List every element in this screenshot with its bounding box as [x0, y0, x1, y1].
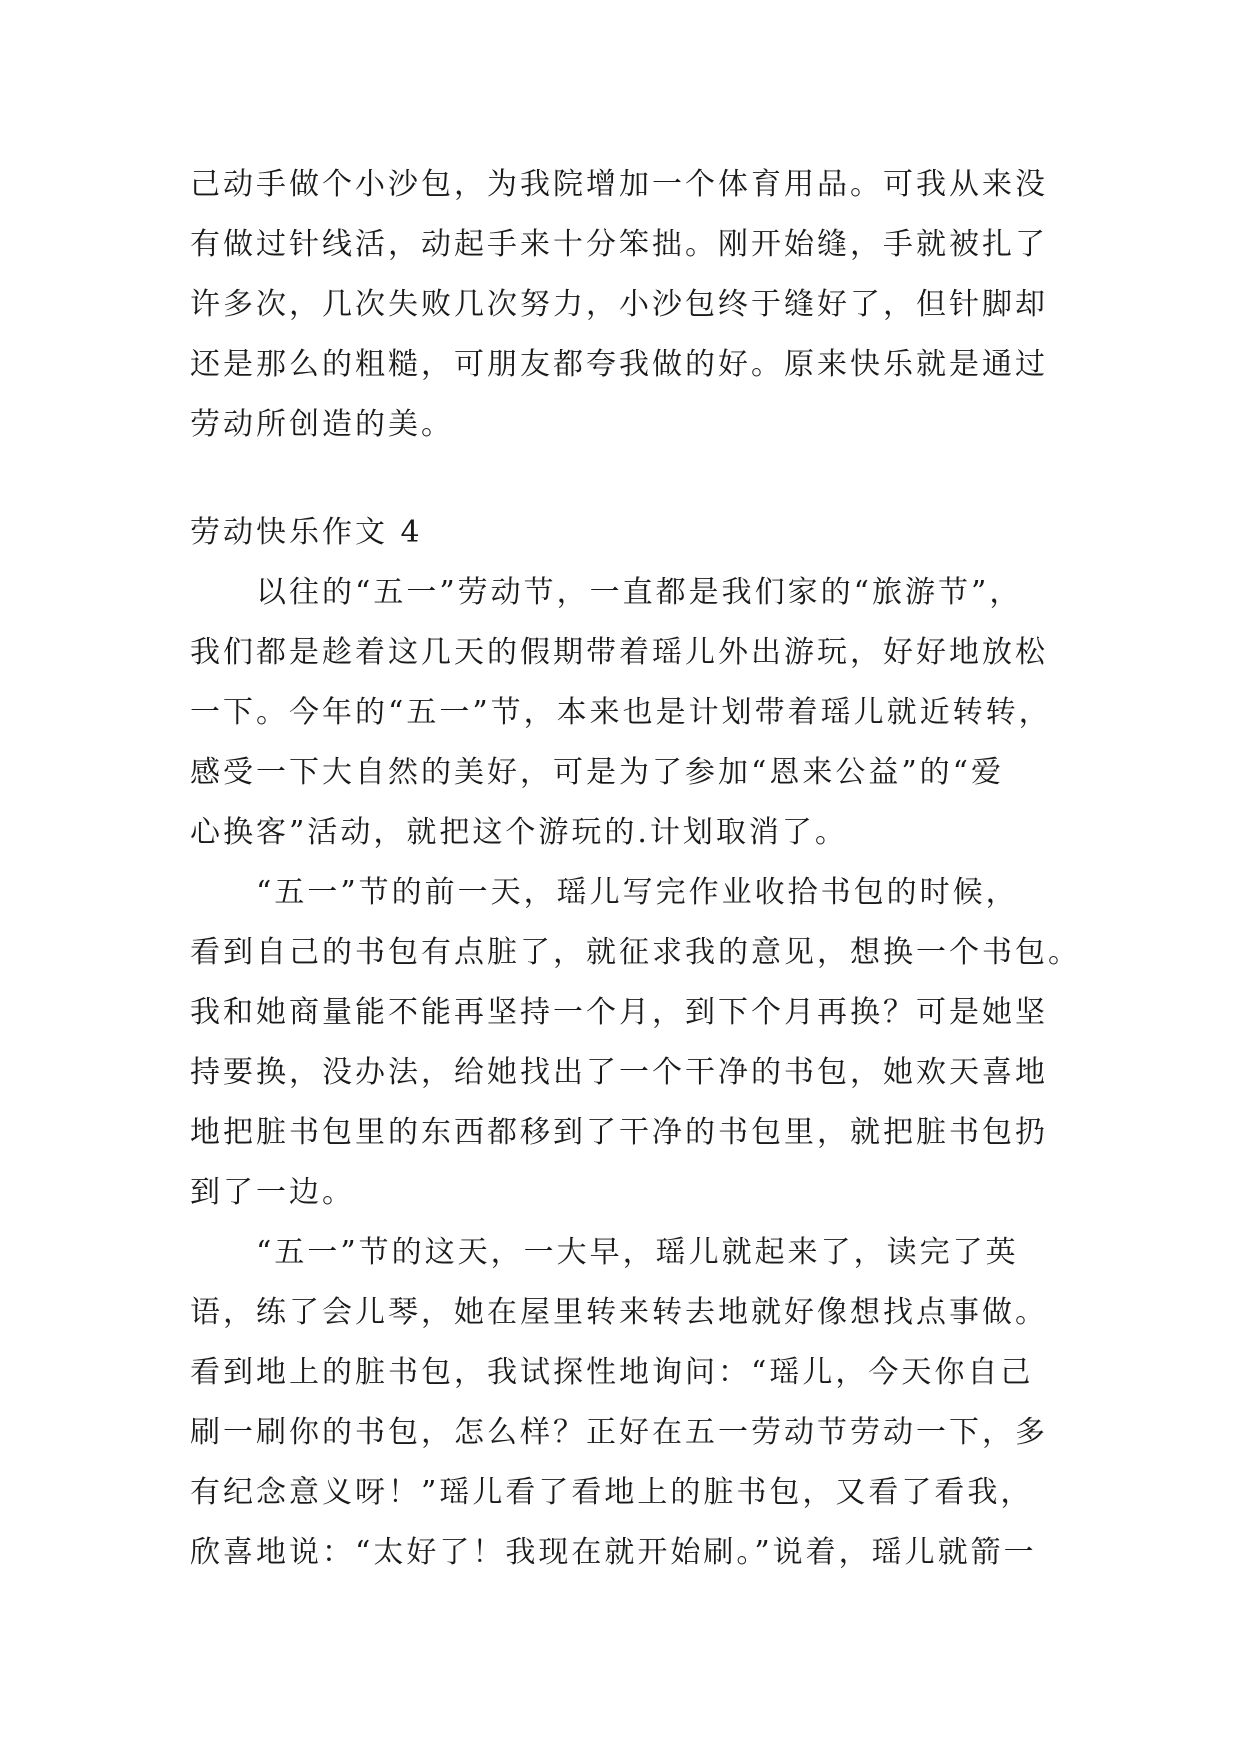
text-line: 到了一边。: [190, 1175, 355, 1210]
text-line: 看到自己的书包有点脏了，就征求我的意见，想换一个书包。: [190, 935, 1081, 970]
text-line: 还是那么的粗糙，可朋友都夸我做的好。原来快乐就是通过: [190, 347, 1048, 382]
text-line: 一下。今年的“五一”节，本来也是计划带着瑶儿就近转转，: [190, 695, 1052, 730]
text-line: 许多次，几次失败几次努力，小沙包终于缝好了，但针脚却: [190, 287, 1048, 322]
text-line: 我们都是趁着这几天的假期带着瑶儿外出游玩，好好地放松: [190, 635, 1048, 670]
paragraph-2: [190, 863, 1081, 1223]
paragraph-1: [190, 563, 1070, 863]
text-line: 语，练了会儿琴，她在屋里转来转去地就好像想找点事做。: [190, 1295, 1048, 1330]
text-line: 刷一刷你的书包，怎么样？正好在五一劳动节劳动一下，多: [190, 1415, 1048, 1450]
section-title: 劳动快乐作文 4: [190, 515, 423, 550]
text-line: 我和她商量能不能再坚持一个月，到下个月再换？可是她坚: [190, 995, 1048, 1030]
text-line: 地把脏书包里的东西都移到了干净的书包里，就把脏书包扔: [190, 1115, 1048, 1150]
text-line: 己动手做个小沙包，为我院增加一个体育用品。可我从来没: [190, 167, 1048, 202]
text-line: 感受一下大自然的美好，可是为了参加“恩来公益”的“爱: [190, 755, 1005, 790]
text-line: 看到地上的脏书包，我试探性地询问：“瑶儿，今天你自己: [190, 1355, 1034, 1390]
text-line: “五一”节的这天，一大早，瑶儿就起来了，读完了英: [256, 1235, 1019, 1270]
text-line: 欣喜地说：“太好了！我现在就开始刷。”说着，瑶儿就箭一: [190, 1535, 1037, 1570]
text-line: “五一”节的前一天，瑶儿写完作业收拾书包的时候，: [256, 875, 1019, 910]
text-line: 持要换，没办法，给她找出了一个干净的书包，她欢天喜地: [190, 1055, 1048, 1090]
paragraph-continued: [190, 155, 1070, 455]
essay-section: [190, 503, 1081, 1583]
paragraph-3: [190, 1223, 1070, 1583]
text-line: 心换客”活动，就把这个游玩的.计划取消了。: [190, 815, 848, 850]
text-line: 以往的“五一”劳动节，一直都是我们家的“旅游节”，: [256, 575, 1023, 610]
text-line: 劳动所创造的美。: [190, 407, 454, 442]
text-line: 有做过针线活，动起手来十分笨拙。刚开始缝，手就被扎了: [190, 227, 1048, 262]
text-line: 有纪念意义呀！”瑶儿看了看地上的脏书包，又看了看我，: [190, 1475, 1034, 1510]
